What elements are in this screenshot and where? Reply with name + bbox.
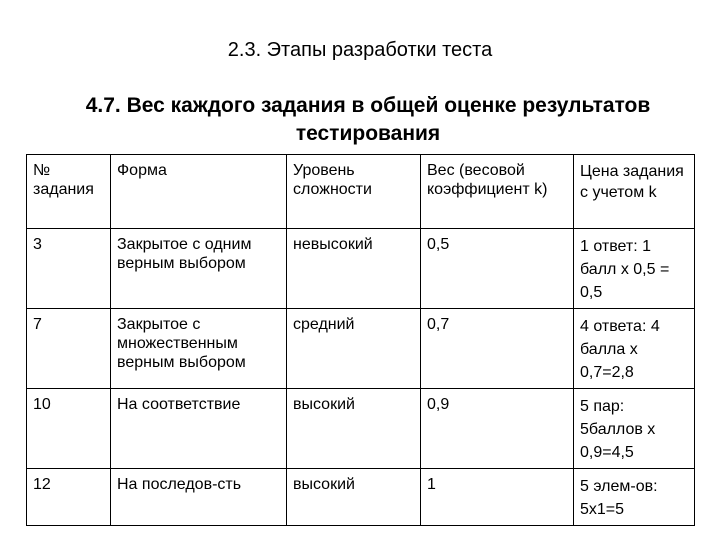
page-title <box>28 92 708 148</box>
cell-weight: 0,5 <box>421 229 574 309</box>
column-header-weight: Вес (весовой коэффициент k) <box>421 155 574 229</box>
table-row <box>27 229 695 309</box>
table-header-row <box>27 155 695 229</box>
cell-difficulty: невысокий <box>287 229 421 309</box>
column-header-price: Цена задания с учетом k <box>574 155 695 229</box>
cell-weight: 0,7 <box>421 309 574 389</box>
cell-difficulty: высокий <box>287 389 421 469</box>
page-title-line-2: тестирования <box>295 122 441 145</box>
cell-task-number: 7 <box>27 309 111 389</box>
cell-form: Закрытое с множественным верным выбором <box>111 309 287 389</box>
cell-price: 4 ответа: 4 балла х 0,7=2,8 <box>574 309 695 389</box>
section-heading: 2.3. Этапы разработки теста <box>227 39 493 61</box>
cell-difficulty: высокий <box>287 469 421 526</box>
table-row <box>27 389 695 469</box>
cell-price: 1 ответ: 1 балл х 0,5 = 0,5 <box>574 229 695 309</box>
cell-task-number: 3 <box>27 229 111 309</box>
page-title-line-1: 4.7. Вес каждого задания в общей оценке результатов <box>85 94 651 117</box>
cell-task-number: 10 <box>27 389 111 469</box>
cell-form: На соответствие <box>111 389 287 469</box>
task-weights-table <box>26 154 695 526</box>
cell-difficulty: средний <box>287 309 421 389</box>
cell-price: 5 пар: 5баллов х 0,9=4,5 <box>574 389 695 469</box>
cell-form: На последов-сть <box>111 469 287 526</box>
column-header-difficulty: Уровень сложности <box>287 155 421 229</box>
cell-weight: 1 <box>421 469 574 526</box>
cell-task-number: 12 <box>27 469 111 526</box>
column-header-task-number: № задания <box>27 155 111 229</box>
cell-weight: 0,9 <box>421 389 574 469</box>
cell-price: 5 элем-ов: 5х1=5 <box>574 469 695 526</box>
column-header-form: Форма <box>111 155 287 229</box>
cell-form: Закрытое с одним верным выбором <box>111 229 287 309</box>
table-row <box>27 469 695 526</box>
table-row <box>27 309 695 389</box>
